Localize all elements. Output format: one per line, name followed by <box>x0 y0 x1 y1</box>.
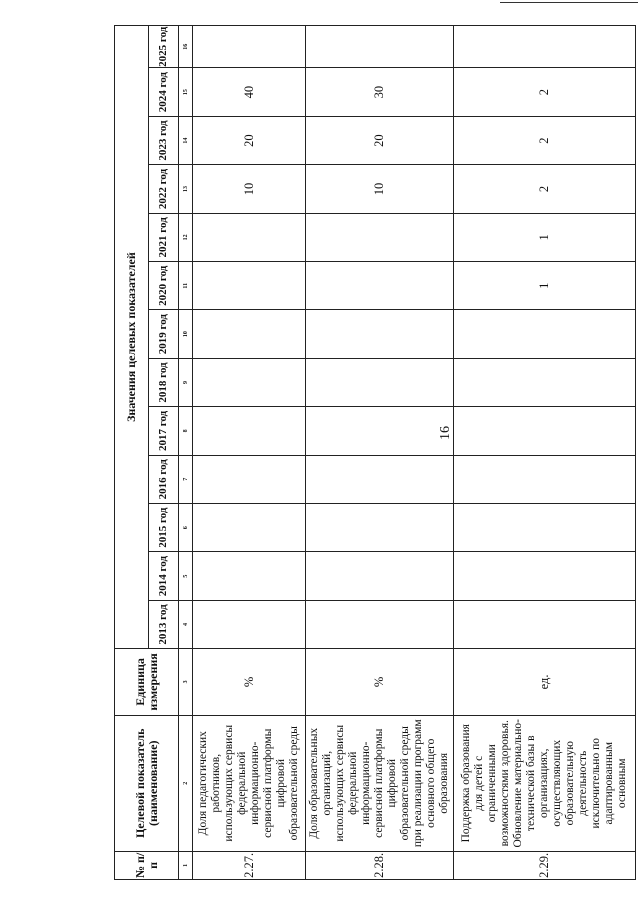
row-value <box>193 26 306 68</box>
column-number: 9 <box>179 358 193 406</box>
row-indicator: Поддержка образования для детей с ограниченными возможностями здоровья. Обновление материально-технической базы в организациях, осуществляющих образовательную деятельность исключительно по адаптированным основным <box>454 715 636 851</box>
header-year: 2015 год <box>149 503 179 551</box>
rotated-table-container <box>114 25 629 880</box>
column-number: 12 <box>179 213 193 261</box>
column-number: 11 <box>179 262 193 310</box>
column-number: 13 <box>179 165 193 213</box>
row-number: 2.29. <box>454 851 636 879</box>
column-number: 6 <box>179 503 193 551</box>
header-indicator: Целевой показатель (наименование) <box>115 715 179 851</box>
row-value <box>193 310 306 358</box>
row-value <box>306 407 454 455</box>
header-year: 2018 год <box>149 358 179 406</box>
row-value <box>193 358 306 406</box>
row-value: 1 <box>454 262 636 310</box>
column-number: 4 <box>179 600 193 648</box>
row-value <box>193 262 306 310</box>
row-value: 1 <box>454 213 636 261</box>
header-year: 2021 год <box>149 213 179 261</box>
page-number: 16 <box>438 426 453 440</box>
row-value <box>306 26 454 68</box>
row-value: 2 <box>454 116 636 164</box>
column-number: 2 <box>179 715 193 851</box>
row-value: 2 <box>454 165 636 213</box>
row-indicator: Доля педагогических работников, использующих сервисы федеральной информационно-сервисной платформы цифровой образовательной среды <box>193 715 306 851</box>
row-value <box>193 552 306 600</box>
row-value <box>306 358 454 406</box>
row-value <box>454 503 636 551</box>
row-value: 20 <box>306 116 454 164</box>
row-value <box>454 455 636 503</box>
header-values-group: Значения целевых показателей <box>115 26 149 649</box>
row-value: 40 <box>193 68 306 116</box>
row-value <box>193 600 306 648</box>
row-value: 20 <box>193 116 306 164</box>
header-year: 2023 год <box>149 116 179 164</box>
column-number: 5 <box>179 552 193 600</box>
row-value <box>306 213 454 261</box>
header-year: 2017 год <box>149 407 179 455</box>
row-unit: ед. <box>454 649 636 716</box>
header-num: № п/п <box>115 851 179 879</box>
row-value <box>306 262 454 310</box>
row-value: 10 <box>193 165 306 213</box>
row-value: 2 <box>454 68 636 116</box>
row-number: 2.27. <box>193 851 306 879</box>
header-year: 2020 год <box>149 262 179 310</box>
header-year: 2016 год <box>149 455 179 503</box>
row-value <box>306 600 454 648</box>
row-number: 2.28. <box>306 851 454 879</box>
row-value <box>454 407 636 455</box>
row-value <box>193 455 306 503</box>
column-number: 3 <box>179 649 193 716</box>
table-row <box>306 26 454 880</box>
header-year: 2024 год <box>149 68 179 116</box>
top-rule <box>500 2 638 3</box>
target-indicators-table <box>114 25 636 880</box>
row-value <box>306 552 454 600</box>
column-number: 7 <box>179 455 193 503</box>
column-number: 8 <box>179 407 193 455</box>
row-unit: % <box>193 649 306 716</box>
row-value <box>193 407 306 455</box>
row-unit: % <box>306 649 454 716</box>
row-value <box>193 213 306 261</box>
row-value <box>306 310 454 358</box>
row-value <box>306 455 454 503</box>
row-value <box>454 310 636 358</box>
column-number: 10 <box>179 310 193 358</box>
row-value <box>454 552 636 600</box>
column-number: 14 <box>179 116 193 164</box>
row-value <box>454 26 636 68</box>
row-value <box>306 503 454 551</box>
column-number: 15 <box>179 68 193 116</box>
header-year: 2014 год <box>149 552 179 600</box>
table-row <box>454 26 636 880</box>
header-unit: Единица измерения <box>115 649 179 716</box>
row-value <box>454 358 636 406</box>
header-year: 2022 год <box>149 165 179 213</box>
header-year: 2025 год <box>149 26 179 68</box>
row-value: 10 <box>306 165 454 213</box>
column-number: 16 <box>179 26 193 68</box>
column-number: 1 <box>179 851 193 879</box>
row-indicator: Доля образовательных организаций, использующих сервисы федеральной информационно-сервисной платформы цифровой образовательной среды при реализации программ основного общего образования <box>306 715 454 851</box>
table-row <box>193 26 306 880</box>
row-value: 30 <box>306 68 454 116</box>
row-value <box>454 600 636 648</box>
row-value <box>193 503 306 551</box>
header-year: 2019 год <box>149 310 179 358</box>
header-year: 2013 год <box>149 600 179 648</box>
